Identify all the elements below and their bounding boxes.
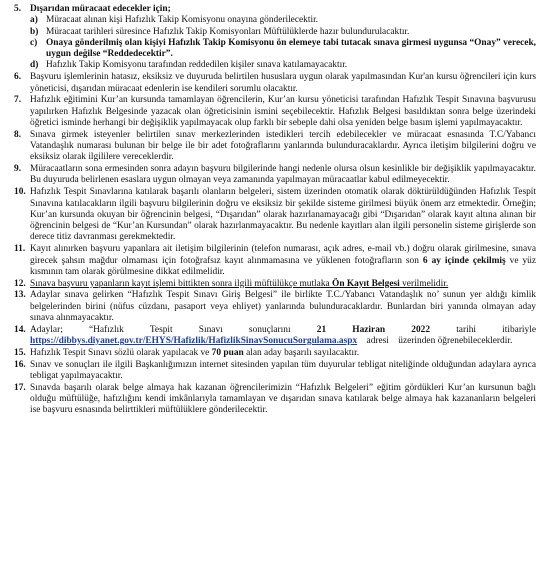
item-16 [14,360,536,383]
emphasis-text: Ön Kayıt Belgesi [332,278,400,289]
item-15 [14,348,536,359]
sub-item-c [14,38,536,61]
text-run: adresi üzerinden öğrenebileceklerdir. [357,336,513,347]
item-number: 14. [14,324,26,335]
text-run: tarihi itibariyle [430,324,539,335]
text-run: Kayıt alınırken başvuru yapanlara ait iletişim bilgilerinin (telefon numarası, açık adres, e-mail vb.) doğru olarak girilmesine, sınava girecek şahsın mağdur olmaması için fotoğrafsız kayıt alınmamasına ve yüklenen fotoğrafların son [30,244,536,266]
sub-item-d [14,60,536,71]
item-13 [14,290,536,324]
item-text [30,279,536,290]
item-number: 12. [14,278,26,289]
item-text: Müracaatların sona ermesinden sonra adayın başvuru bilgilerinde hangi nedenle olursa olsun kesinlikle bir değişiklik yapılmayacaktır. Bu duyuruda belirlenen esaslara uygun olmayan veya zamanında yapılmayan müracaatlar kabul edilmeyecektir. [30,164,536,186]
text-run: Hafızlık Tespit Sınavı sözlü olarak yapılacak ve [30,347,212,358]
item-number: 8. [14,129,22,140]
item-12 [14,279,536,290]
emphasis-text: 21 Haziran 2022 [316,324,431,335]
text-run: Sınava başvuru yapanların kayıt işlemi bittikten sonra ilgili müftülükçe mutlaka [30,278,333,289]
item-6 [14,72,536,95]
sub-text: Müracaat tarihleri süresince Hafızlık Takip Komisyonları Müftülüklerde hazır bulundurulacaktır. [46,26,410,37]
item-text: Başvuru işlemlerinin hatasız, eksiksiz ve duyuruda belirtilen hususlara uygun olarak yapılmasından Kur'an kursu öğrencileri için kurs yöneticisi, dışarıdan müracaat edenlerin ise kendileri sorumlu olacaktır. [30,72,536,94]
item-number: 9. [14,164,22,175]
item-number: 17. [14,382,26,393]
results-link[interactable]: https://dibbys.diyanet.gov.tr/EHYS/Hafizlik/HafizlikSinavSonucuSorgulama.aspx [30,336,358,347]
item-text [30,244,536,278]
sub-letter: b) [30,26,39,37]
item-number: 6. [14,72,22,83]
item-text [30,324,539,348]
item-7 [14,95,536,129]
item-number: 5. [14,4,22,14]
text-run: alan aday başarılı sayılacaktır. [243,347,360,358]
item-11 [14,244,536,278]
item-number: 11. [14,244,26,255]
sub-letter: c) [30,37,38,48]
item-text: Hafızlık eğitimini Kur’an kursunda tamamlayan öğrencilerin, Kur’an kursu yöneticisi tarafından Hafızlık Tespit Sınavına başvurusu yapılırken Hafızlık Belgesinde yazacak olan öğreticisinin ismini seçebilecektir. Hafızlık Belgesi basıldıktan sonra belge üzerindeki öğretici isminde herhangi bir değişiklik yapılmayacak olup farklı bir sebeple dahi olsa yeniden belge basım işlemi yapılmayacaktır. [30,95,536,128]
item-text: Hafızlık Tespit Sınavlarına katılarak başarılı olanların belgeleri, sistem üzerinden otomatik olarak döktürüldüğünden Hafızlık Tespit Sınavına katılacakların ilgili başvuru bilgilerinin doğru ve eksiksiz bir şekilde sisteme girilmesi büyük önem arz etmektedir. Örneğin; Kur’an kursunda okuyan bir öğrencinin belgesi, “Dışarıdan” olarak hazırlanamayacağı gibi “Dışarıdan” olarak kayıt altına alınan bir öğrencinin belgesi de “Kur’an Kursundan” olarak hazırlanmayacaktır. Bu nedenle kayıtları alan ilgili personelin sisteme girişlerde son derece titiz davranması gerekmektedir. [30,187,536,243]
text-run: Adaylar; “Hafızlık Tespit Sınavı sonuçlarını [30,324,317,335]
item-body [30,4,536,15]
item-number: 16. [14,359,26,370]
text-run: verilmelidir. [399,278,449,289]
sub-text: Onaya gönderilmiş olan kişiyi Hafızlık Takip Komisyonu ön elemeye tabi tutacak sınava girmesi uygunsa “Onay” verecek, uygun değilse “Reddedecektir”. [46,37,536,60]
sub-text: Hafızlık Takip Komisyonu tarafından reddedilen kişiler sınava katılamayacaktır. [46,60,348,71]
sub-item-b [14,27,536,38]
item-number: 10. [14,187,26,198]
item-14 [14,324,539,348]
text-run: ve yüz kısmının tam olarak görülmesine dikkat edilmelidir. [30,255,537,277]
item-17 [14,383,536,417]
emphasis-text: 6 ay içinde çekilmiş [422,255,506,266]
item-text: Adaylar sınava gelirken “Hafızlık Tespit Sınavı Giriş Belgesi” ile birlikte T.C./Yabancı Vatandaşlık no’ sunun yer aldığı kimlik belgelerinden birini (nüfus cüzdanı, pasaport veya ehliyet) yanlarında bulunduracaklardır. Bunlardan biri yanında olmayan aday sınava alınmayacaktır. [30,290,536,324]
item-heading: Dışarıdan müracaat edecekler için; [30,4,171,14]
item-8 [14,130,536,164]
emphasis-text: 70 puan [211,347,244,358]
sub-text: Müracaat alınan kişi Hafızlık Takip Komisyonu onayına gönderilecektir. [46,15,319,26]
item-5 [14,4,536,15]
item-9 [14,164,536,187]
item-10 [14,187,536,243]
item-number: 13. [14,290,26,301]
sub-letter: a) [30,15,38,26]
item-text [30,348,536,359]
item-text: Sınavda başarılı olarak belge almaya hak kazanan öğrencilerimizin “Hafızlık Belgeleri” eğitim gördükleri Kur’an kursunun bağlı olduğu müftülüğe, hafızlığını kendi imkânlarıyla tamamlayan ve dışarıdan sınava katılarak belge almaya hak kazananların belgeleri ise başvuru esnasında belirttikleri müftülüklere gönderilecektir. [30,382,536,416]
item-text: Sınava girmek isteyenler belirtilen sınav merkezlerinden istedikleri tercih edebilecekler ve müracaat esnasında T.C/Yabancı Vatandaşlık numarası bulunan bir belge ile bir adet fotoğraflarını yanlarında bulunduracaklardır. Ayrıca iletişim bilgilerini doğru ve eksiksiz olarak ilgililere vereceklerdir. [30,129,536,163]
item-text: Sınav ve sonuçları ile ilgili Başkanlığımızın internet sitesinden yapılan tüm duyurular tebligat niteliğinde olduğundan adaylara ayrıca tebligat yapılmayacaktır. [30,359,536,381]
sub-letter: d) [30,60,39,71]
item-number: 7. [14,95,22,106]
item-number: 15. [14,347,26,358]
sub-item-a [14,15,536,26]
